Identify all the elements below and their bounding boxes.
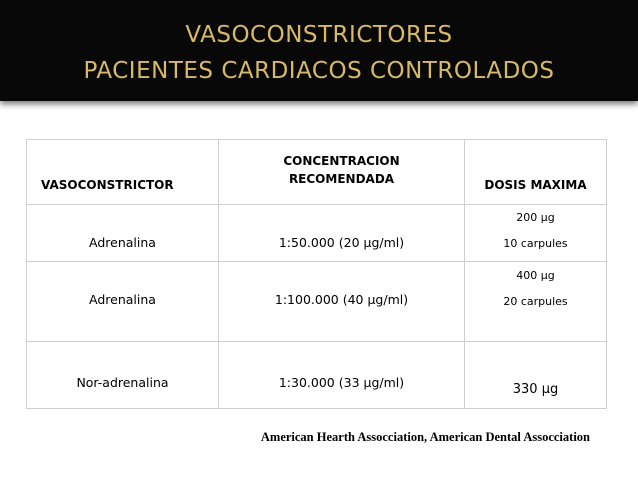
slide-title-line-1: VASOCONSTRICTORES bbox=[185, 22, 453, 48]
table-cell bbox=[27, 342, 219, 409]
table-cell bbox=[219, 205, 465, 262]
vasoconstrictor-table bbox=[26, 139, 607, 409]
header-cell-dosis bbox=[465, 140, 607, 205]
cell-dosis-line-1: 400 µg bbox=[516, 269, 555, 282]
header-cell-concentracion bbox=[219, 140, 465, 205]
cell-dosis-line-1: 330 µg bbox=[512, 382, 559, 397]
source-citation: American Hearth Assocciation, American Dental Assocciation bbox=[260, 430, 590, 444]
cell-concentracion: 1:30.000 (33 µg/ml) bbox=[278, 375, 405, 390]
table-cell bbox=[465, 262, 607, 342]
cell-concentracion: 1:100.000 (40 µg/ml) bbox=[274, 292, 409, 307]
table-cell bbox=[219, 342, 465, 409]
header-concentracion bbox=[219, 152, 464, 188]
table-cell bbox=[219, 262, 465, 342]
header-vasoconstrictor: VASOCONSTRICTOR bbox=[41, 178, 174, 192]
cell-dosis-line-2: 20 carpules bbox=[503, 295, 568, 308]
table-row bbox=[27, 205, 607, 262]
table-header-row bbox=[27, 140, 607, 205]
table-row bbox=[27, 262, 607, 342]
title-band bbox=[0, 0, 638, 101]
header-dosis: DOSIS MAXIMA bbox=[484, 178, 587, 192]
table-cell bbox=[27, 205, 219, 262]
cell-vasoconstrictor: Adrenalina bbox=[89, 292, 156, 307]
header-concentracion-line-2: RECOMENDADA bbox=[288, 172, 395, 186]
table-row bbox=[27, 342, 607, 409]
cell-dosis-line-2: 10 carpules bbox=[503, 237, 568, 250]
table-cell bbox=[465, 205, 607, 262]
header-cell-vasoconstrictor bbox=[27, 140, 219, 205]
slide-title-line-2: PACIENTES CARDIACOS CONTROLADOS bbox=[83, 58, 555, 84]
header-concentracion-line-1: CONCENTRACION bbox=[283, 154, 400, 168]
table-cell bbox=[465, 342, 607, 409]
cell-dosis-line-1: 200 µg bbox=[516, 211, 555, 224]
table-cell bbox=[27, 262, 219, 342]
cell-vasoconstrictor: Adrenalina bbox=[89, 235, 156, 250]
cell-vasoconstrictor: Nor-adrenalina bbox=[76, 375, 169, 390]
cell-concentracion: 1:50.000 (20 µg/ml) bbox=[278, 235, 405, 250]
